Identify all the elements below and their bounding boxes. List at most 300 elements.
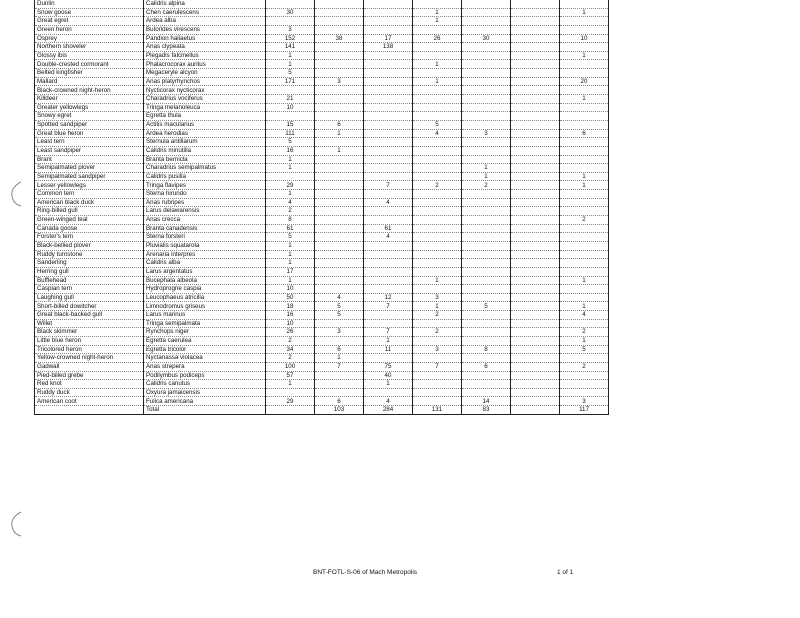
count-cell: 2 [266,336,315,345]
scientific-name-cell: Bucephala albeola [144,276,266,285]
count-cell [413,0,462,8]
count-cell [364,17,413,26]
table-row [35,129,609,138]
count-cell [462,216,511,225]
count-cell [560,112,609,121]
count-cell: 4 [364,397,413,406]
count-cell [266,172,315,181]
count-cell [511,164,560,173]
count-cell: 1 [462,172,511,181]
count-cell [315,388,364,397]
count-cell: 3 [413,293,462,302]
table-row [35,354,609,363]
count-cell [511,241,560,250]
count-cell: 4 [364,233,413,242]
count-cell: 1 [315,129,364,138]
scientific-name-cell: Tringa flavipes [144,181,266,190]
scientific-name-cell: Ardea herodias [144,129,266,138]
count-cell [462,319,511,328]
count-cell [413,388,462,397]
total-count-cell: 117 [560,406,609,415]
scientific-name-cell: Anas strepera [144,362,266,371]
scientific-name-cell: Leucophaeus atricilla [144,293,266,302]
total-label-cell: Total [144,406,266,415]
count-cell: 1 [560,181,609,190]
count-cell [560,388,609,397]
count-cell: 10 [266,103,315,112]
common-name-cell: Mallard [35,77,144,86]
scientific-name-cell: Fulica americana [144,397,266,406]
count-cell [413,380,462,389]
count-cell [511,8,560,17]
count-cell: 1 [266,155,315,164]
scientific-name-cell: Anas crecca [144,216,266,225]
table-row [35,190,609,199]
count-cell [413,103,462,112]
count-cell [462,388,511,397]
count-cell [364,267,413,276]
table-row [35,302,609,311]
count-cell: 5 [266,233,315,242]
count-cell [560,319,609,328]
count-cell [511,129,560,138]
count-cell: 1 [364,380,413,389]
count-cell [511,34,560,43]
count-cell [462,380,511,389]
scientific-name-cell: Chen caerulescens [144,8,266,17]
count-cell [315,207,364,216]
count-cell [315,371,364,380]
common-name-cell: Little blue heron [35,336,144,345]
count-cell [511,155,560,164]
count-cell: 1 [560,172,609,181]
count-cell [364,103,413,112]
total-count-cell [266,406,315,415]
count-cell: 3 [315,328,364,337]
table-row [35,146,609,155]
count-cell [315,112,364,121]
count-cell [413,164,462,173]
common-name-cell: Green heron [35,25,144,34]
count-cell: 1 [266,164,315,173]
count-cell: 7 [364,302,413,311]
count-cell: 50 [266,293,315,302]
count-cell: 15 [266,120,315,129]
count-cell: 17 [364,34,413,43]
common-name-cell: Osprey [35,34,144,43]
count-cell [462,112,511,121]
count-cell [364,207,413,216]
count-cell: 1 [266,276,315,285]
count-cell: 171 [266,77,315,86]
count-cell [511,95,560,104]
common-name-cell: Lesser yellowlegs [35,181,144,190]
count-cell [462,95,511,104]
count-cell [364,190,413,199]
count-cell: 2 [560,362,609,371]
count-cell [315,190,364,199]
common-name-cell: Pied-billed grebe [35,371,144,380]
count-cell [511,250,560,259]
count-cell: 10 [560,34,609,43]
count-cell [364,276,413,285]
count-cell: 1 [413,276,462,285]
count-cell [364,77,413,86]
common-name-cell: Brant [35,155,144,164]
count-cell: 5 [266,69,315,78]
table-row [35,69,609,78]
count-cell: 8 [462,345,511,354]
count-cell [315,60,364,69]
scientific-name-cell: Actitis macularius [144,120,266,129]
count-cell [511,216,560,225]
scientific-name-cell: Sterna hirundo [144,190,266,199]
count-cell: 10 [266,319,315,328]
count-cell: 7 [413,362,462,371]
count-cell [560,164,609,173]
scientific-name-cell: Anas clypeata [144,43,266,52]
count-cell: 34 [266,345,315,354]
count-cell: 2 [266,207,315,216]
count-cell [462,60,511,69]
count-cell [560,285,609,294]
count-cell [266,0,315,8]
count-cell [364,0,413,8]
count-cell: 1 [266,51,315,60]
table-row [35,0,609,8]
count-cell: 2 [560,328,609,337]
count-cell [511,120,560,129]
total-row [35,406,609,415]
table-row [35,388,609,397]
count-cell [315,181,364,190]
count-cell: 1 [560,336,609,345]
count-cell [511,328,560,337]
count-cell [266,17,315,26]
count-cell: 75 [364,362,413,371]
scientific-name-cell: Phalacrocorax auritus [144,60,266,69]
count-cell [413,43,462,52]
count-cell: 16 [266,311,315,320]
count-cell: 2 [413,311,462,320]
count-cell [511,181,560,190]
common-name-cell: Double-crested cormorant [35,60,144,69]
count-cell [462,198,511,207]
common-name-cell: Tricolored heron [35,345,144,354]
count-cell [560,371,609,380]
count-cell: 30 [462,34,511,43]
count-cell [511,86,560,95]
common-name-cell: Herring gull [35,267,144,276]
count-cell [511,397,560,406]
count-cell: 26 [413,34,462,43]
count-cell [511,302,560,311]
table-row [35,267,609,276]
common-name-cell: Belted kingfisher [35,69,144,78]
count-cell [413,198,462,207]
total-count-cell: 103 [315,406,364,415]
scientific-name-cell: Plegadis falcinellus [144,51,266,60]
count-cell: 1 [413,302,462,311]
total-count-cell: 131 [413,406,462,415]
count-cell [560,17,609,26]
count-cell: 61 [266,224,315,233]
count-cell [511,69,560,78]
count-cell [364,51,413,60]
count-cell [364,164,413,173]
count-cell [462,120,511,129]
count-cell: 1 [315,146,364,155]
count-cell [560,380,609,389]
common-name-cell: Snow goose [35,8,144,17]
table-row [35,207,609,216]
count-cell: 111 [266,129,315,138]
count-cell [511,259,560,268]
count-cell [266,86,315,95]
table-row [35,164,609,173]
scientific-name-cell: Calidris minutilla [144,146,266,155]
count-cell: 1 [560,51,609,60]
count-cell [511,51,560,60]
table-row [35,34,609,43]
count-cell [413,138,462,147]
count-cell [462,371,511,380]
count-cell [364,319,413,328]
count-cell [364,241,413,250]
count-cell [462,155,511,164]
count-cell [462,138,511,147]
scientific-name-cell: Nycticorax nycticorax [144,86,266,95]
count-cell [560,146,609,155]
common-name-cell: Short-billed dowitcher [35,302,144,311]
table-row [35,86,609,95]
count-cell: 8 [266,216,315,225]
count-cell [462,276,511,285]
count-cell [511,336,560,345]
count-cell [315,0,364,8]
count-cell [511,198,560,207]
count-cell [560,138,609,147]
count-cell [364,250,413,259]
count-cell [462,190,511,199]
count-cell: 1 [462,164,511,173]
count-cell [413,25,462,34]
count-cell [462,17,511,26]
species-count-table [34,0,609,415]
count-cell [462,146,511,155]
count-cell [462,250,511,259]
count-cell [511,207,560,216]
count-cell [364,155,413,164]
footer-page-number: 1 of 1 [557,569,574,576]
common-name-cell: Least tern [35,138,144,147]
count-cell: 6 [315,397,364,406]
count-cell [511,311,560,320]
count-cell [413,51,462,60]
count-cell [413,233,462,242]
count-cell: 1 [413,17,462,26]
table-row [35,250,609,259]
count-cell: 1 [560,276,609,285]
scientific-name-cell: Larus argentatus [144,267,266,276]
common-name-cell: Caspian tern [35,285,144,294]
count-cell [462,328,511,337]
count-cell [364,69,413,78]
table-row [35,77,609,86]
total-count-cell: 83 [462,406,511,415]
common-name-cell: Glossy ibis [35,51,144,60]
common-name-cell: Greater yellowlegs [35,103,144,112]
count-cell [413,216,462,225]
count-cell: 100 [266,362,315,371]
count-cell [315,267,364,276]
count-cell: 5 [315,311,364,320]
count-cell [364,60,413,69]
count-cell [413,397,462,406]
count-cell: 6 [315,345,364,354]
common-name-cell: Gadwall [35,362,144,371]
count-cell [560,103,609,112]
count-cell: 1 [266,60,315,69]
table-row [35,181,609,190]
count-cell [315,259,364,268]
count-cell: 20 [560,77,609,86]
count-cell [315,103,364,112]
count-cell: 138 [364,43,413,52]
count-cell: 18 [266,302,315,311]
table-row [35,60,609,69]
count-cell [462,25,511,34]
count-cell [315,380,364,389]
count-cell: 1 [413,77,462,86]
common-name-cell: Willet [35,319,144,328]
count-cell [560,60,609,69]
count-cell [413,112,462,121]
count-cell [511,190,560,199]
count-cell: 61 [364,224,413,233]
punch-hole-mark-upper [9,180,23,208]
total-count-cell: 284 [364,406,413,415]
total-count-cell [511,406,560,415]
count-cell: 14 [462,397,511,406]
count-cell: 1 [266,241,315,250]
common-name-cell: Great egret [35,17,144,26]
count-cell: 11 [364,345,413,354]
count-cell [315,69,364,78]
table-row [35,233,609,242]
count-cell [413,259,462,268]
count-cell: 1 [266,190,315,199]
count-cell [364,216,413,225]
common-name-cell: Yellow-crowned night-heron [35,354,144,363]
count-cell [315,319,364,328]
count-cell: 1 [560,8,609,17]
count-cell [462,311,511,320]
scientific-name-cell: Branta canadensis [144,224,266,233]
count-cell [315,336,364,345]
count-cell [266,388,315,397]
footer-filename: BNT-FOTL-S-06 of Mach Metropolis [313,569,418,576]
table-row [35,198,609,207]
count-cell [511,293,560,302]
count-cell: 5 [413,120,462,129]
scientific-name-cell: Calidris canutus [144,380,266,389]
count-cell [413,336,462,345]
table-row [35,259,609,268]
count-cell: 5 [315,302,364,311]
count-cell [560,241,609,250]
punch-hole-mark-lower [9,510,23,538]
count-cell [462,69,511,78]
count-cell [315,138,364,147]
count-cell [315,172,364,181]
count-cell: 2 [560,216,609,225]
table-row [35,17,609,26]
count-cell: 1 [364,336,413,345]
count-cell [413,267,462,276]
count-cell [511,233,560,242]
count-cell [560,0,609,8]
count-cell: 7 [364,328,413,337]
count-cell [462,224,511,233]
table-row [35,397,609,406]
common-name-cell: American black duck [35,198,144,207]
common-name-cell: Red knot [35,380,144,389]
count-cell [560,250,609,259]
table-row [35,276,609,285]
count-cell [413,172,462,181]
count-cell: 2 [266,354,315,363]
count-cell [511,112,560,121]
count-cell: 1 [560,302,609,311]
count-cell: 3 [266,25,315,34]
count-cell: 30 [266,8,315,17]
count-cell [511,60,560,69]
count-cell [364,311,413,320]
count-cell: 3 [462,129,511,138]
common-name-cell: Black-crowned night-heron [35,86,144,95]
scientific-name-cell: Calidris alpina [144,0,266,8]
scientific-name-cell: Calidris alba [144,259,266,268]
count-cell [364,388,413,397]
total-blank-cell [35,406,144,415]
scientific-name-cell: Larus delawarensis [144,207,266,216]
count-cell: 1 [413,60,462,69]
scientific-name-cell: Branta bernicla [144,155,266,164]
common-name-cell: Common tern [35,190,144,199]
table-row [35,51,609,60]
count-cell [560,259,609,268]
scientific-name-cell: Nyctanassa violacea [144,354,266,363]
count-cell [413,250,462,259]
count-cell [413,241,462,250]
count-cell [462,51,511,60]
count-cell [511,0,560,8]
common-name-cell: Green-winged teal [35,216,144,225]
count-cell [511,345,560,354]
table-row [35,371,609,380]
count-cell [413,146,462,155]
count-cell [462,86,511,95]
table-row [35,95,609,104]
scientific-name-cell: Ardea alba [144,17,266,26]
table-row [35,112,609,121]
page-footer [0,569,800,579]
common-name-cell: Laughing gull [35,293,144,302]
count-cell [364,120,413,129]
common-name-cell: Black-bellied plover [35,241,144,250]
count-cell: 21 [266,95,315,104]
